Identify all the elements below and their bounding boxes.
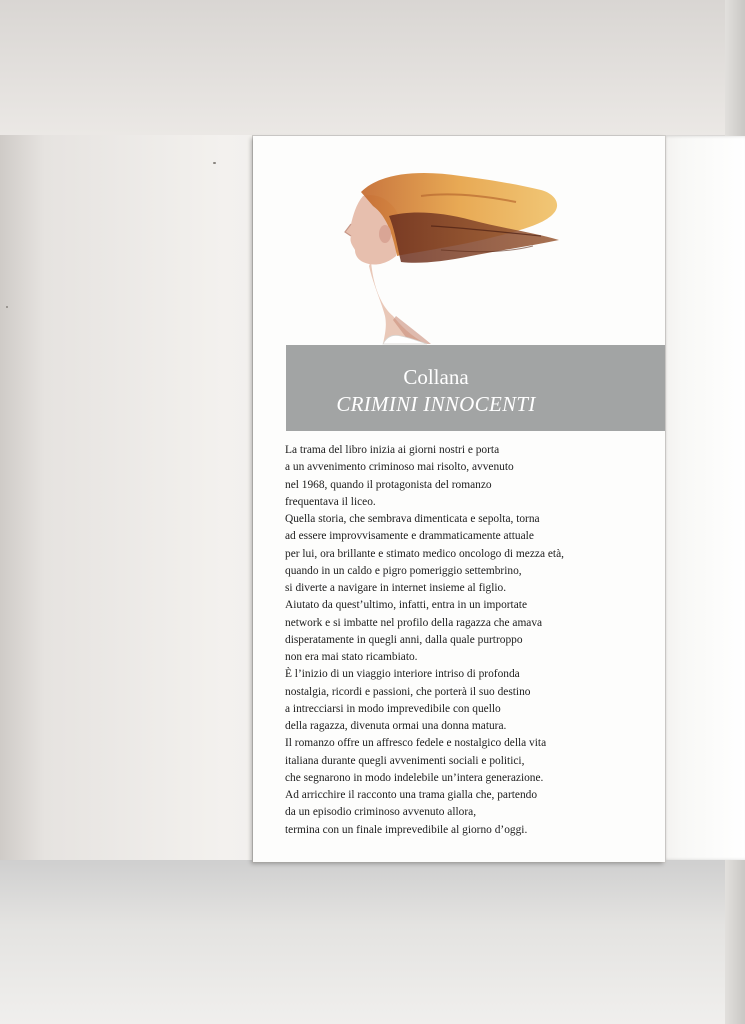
blurb-line: termina con un finale imprevedibile al giorno d’oggi.	[285, 823, 528, 836]
blurb-line: quando in un caldo e pigro pomeriggio settembrino,	[285, 564, 522, 577]
series-title: CRIMINI INNOCENTI	[336, 392, 536, 416]
blurb-line: a un avvenimento criminoso mai risolto, avvenuto	[285, 461, 514, 474]
blurb-line: non era mai stato ricambiato.	[285, 651, 418, 663]
blurb-line: La trama del libro inizia ai giorni nostri e porta	[285, 444, 500, 456]
book-cover-edge	[662, 136, 745, 860]
blurb-line: si diverte a navigare in internet insieme al figlio.	[285, 582, 507, 594]
blurb-line: nostalgia, ricordi e passioni, che porterà il suo destino	[285, 685, 531, 698]
blurb-line: network e si imbatte nel profilo della ragazza che amava	[285, 616, 543, 629]
blurb-line: da un episodio criminoso avvenuto allora,	[285, 806, 477, 819]
blurb-line: Ad arricchire il racconto una trama gialla che, partendo	[285, 789, 538, 801]
blurb-line: Aiutato da quest’ultimo, infatti, entra in un importate	[285, 599, 527, 612]
blurb-line: italiana durante quegli avvenimenti sociali e politici,	[285, 754, 525, 767]
blurb-text	[285, 442, 655, 839]
dust-speck	[6, 306, 8, 308]
scan-background-bottom	[0, 860, 745, 1024]
blurb-line: frequentava il liceo.	[285, 495, 376, 508]
woman-profile-illustration	[301, 166, 571, 346]
blurb-line: a intrecciarsi in modo imprevedibile con quello	[285, 702, 501, 715]
blurb-line: Il romanzo offre un affresco fedele e nostalgico della vita	[285, 737, 547, 750]
blurb-line: ad essere improvvisamente e drammaticamente attuale	[285, 530, 534, 543]
blurb-line: della ragazza, divenuta ormai una donna matura.	[285, 720, 507, 732]
scan-background-top	[0, 0, 745, 135]
blurb-line: È l’inizio di un viaggio interiore intriso di profonda	[285, 668, 520, 681]
series-banner	[286, 345, 665, 431]
blurb-line: disperatamente in quegli anni, dalla quale purtroppo	[285, 633, 523, 646]
blurb-line: nel 1968, quando il protagonista del romanzo	[285, 478, 492, 491]
series-label: Collana	[403, 365, 469, 389]
blurb-line: che segnarono in modo indelebile un’intera generazione.	[285, 771, 544, 784]
blurb-line: per lui, ora brillante e stimato medico oncologo di mezza età,	[285, 547, 564, 560]
dust-speck	[213, 162, 216, 164]
blurb-line: Quella storia, che sembrava dimenticata e sepolta, torna	[285, 513, 540, 525]
book-back-page	[253, 136, 665, 862]
